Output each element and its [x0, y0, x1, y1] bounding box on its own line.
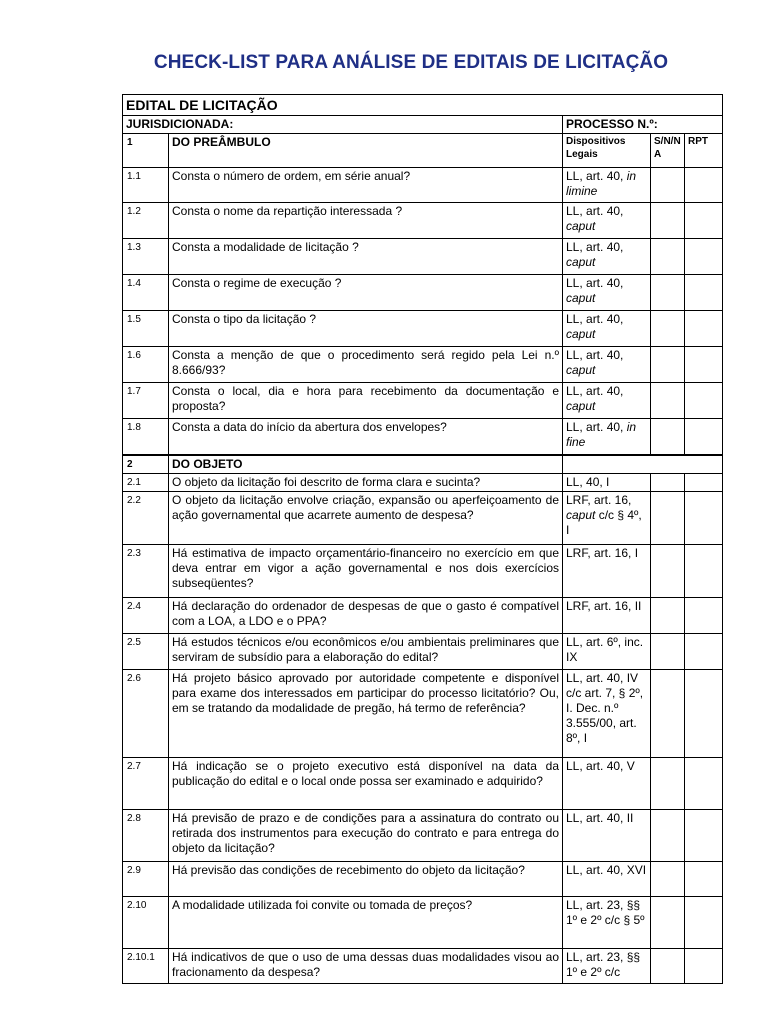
section-row: [123, 455, 723, 474]
table-row: [123, 669, 723, 757]
item-dispositivo: LL, art. 40, caput: [563, 203, 651, 239]
table-row: [123, 757, 723, 809]
item-number: 2.9: [123, 861, 169, 896]
item-number: 1.2: [123, 203, 169, 239]
item-dispositivo: LL, art. 23, §§ 1º e 2º c/c § 5º: [563, 896, 651, 948]
rpt-cell: [685, 809, 723, 861]
item-dispositivo: LL, art. 40, II: [563, 809, 651, 861]
dispositivo-italic: caput: [566, 363, 596, 377]
snna-cell: [651, 633, 685, 669]
item-dispositivo: LL, 40, I: [563, 473, 651, 491]
column-header-snna: S/N/N A: [651, 134, 685, 168]
dispositivo-italic: caput: [566, 507, 596, 522]
item-question: Há estimativa de impacto orçamentário-financeiro no exercício em que deva entrar em vigor a ação governamental e nos dois exercícios subseqüentes?: [169, 544, 563, 597]
rpt-cell: [685, 383, 723, 419]
jurisdicionada-row: [123, 116, 723, 134]
item-question: Consta o local, dia e hora para recebimento da documentação e proposta?: [169, 383, 563, 419]
item-number: 1.7: [123, 383, 169, 419]
item-dispositivo: LL, art. 6º, inc. IX: [563, 633, 651, 669]
item-question: Consta a menção de que o procedimento será regido pela Lei n.º 8.666/93?: [169, 347, 563, 383]
item-question: A modalidade utilizada foi convite ou tomada de preços?: [169, 896, 563, 948]
item-dispositivo: LL, art. 40, in limine: [563, 168, 651, 203]
table-row: [123, 544, 723, 597]
table-row: [123, 633, 723, 669]
item-dispositivo: LL, art. 40, XVI: [563, 861, 651, 896]
table-row: [123, 168, 723, 203]
item-number: 2.8: [123, 809, 169, 861]
column-header-dispositivos: Dispositivos Legais: [563, 134, 651, 168]
item-question: Consta o regime de execução ?: [169, 275, 563, 311]
item-dispositivo: LL, art. 40, IV c/c art. 7, § 2º, I. Dec. n.º 3.555/00, art. 8º, I: [563, 669, 651, 757]
item-number: 1.5: [123, 311, 169, 347]
column-header-rpt: RPT: [685, 134, 723, 168]
item-number: 2.10: [123, 896, 169, 948]
snna-cell: [651, 275, 685, 311]
item-dispositivo: LL, art. 40, caput: [563, 347, 651, 383]
snna-cell: [651, 239, 685, 275]
rpt-cell: [685, 311, 723, 347]
item-question: Há projeto básico aprovado por autoridade competente e disponível para exame dos interessados em participar do processo licitatório? Ou, em se tratando da modalidade de pregão, há termo de referência?: [169, 669, 563, 757]
table-row: [123, 275, 723, 311]
section-row: [123, 134, 723, 168]
page-title: CHECK-LIST PARA ANÁLISE DE EDITAIS DE LICITAÇÃO: [153, 52, 669, 73]
snna-cell: [651, 669, 685, 757]
table-row: [123, 473, 723, 491]
rpt-cell: [685, 473, 723, 491]
item-dispositivo: LRF, art. 16, II: [563, 597, 651, 633]
item-question: Há indicação se o projeto executivo está disponível na data da publicação do edital e o local onde possa ser examinado e adquirido?: [169, 757, 563, 809]
rpt-cell: [685, 757, 723, 809]
snna-cell: [651, 203, 685, 239]
section-title: DO OBJETO: [169, 455, 563, 474]
item-dispositivo: LL, art. 23, §§ 1º e 2º c/c: [563, 948, 651, 983]
dispositivo-italic: in limine: [566, 169, 637, 198]
item-number: 2.10.1: [123, 948, 169, 983]
item-question: Consta o tipo da licitação ?: [169, 311, 563, 347]
section-title: DO PREÂMBULO: [169, 134, 563, 168]
rpt-cell: [685, 168, 723, 203]
table-row: [123, 491, 723, 544]
snna-cell: [651, 948, 685, 983]
snna-cell: [651, 168, 685, 203]
snna-cell: [651, 311, 685, 347]
snna-cell: [651, 896, 685, 948]
item-number: 1.4: [123, 275, 169, 311]
rpt-cell: [685, 347, 723, 383]
edital-header-row: [123, 95, 723, 116]
item-dispositivo: LL, art. 40, in fine: [563, 419, 651, 455]
item-number: 2.7: [123, 757, 169, 809]
dispositivo-italic: in fine: [566, 420, 637, 449]
item-number: 2.5: [123, 633, 169, 669]
rpt-cell: [685, 896, 723, 948]
snna-cell: [651, 383, 685, 419]
snna-cell: [651, 419, 685, 455]
snna-cell: [651, 861, 685, 896]
item-dispositivo: LRF, art. 16, I: [563, 544, 651, 597]
table-row: [123, 809, 723, 861]
item-question: Há estudos técnicos e/ou econômicos e/ou ambientais preliminares que serviram de subsídio para a elaboração do edital?: [169, 633, 563, 669]
item-number: 2.6: [123, 669, 169, 757]
item-number: 1.1: [123, 168, 169, 203]
item-number: 2.3: [123, 544, 169, 597]
snna-cell: [651, 473, 685, 491]
rpt-cell: [685, 669, 723, 757]
rpt-cell: [685, 419, 723, 455]
item-number: 2.2: [123, 491, 169, 544]
rpt-cell: [685, 633, 723, 669]
rpt-cell: [685, 597, 723, 633]
table-row: [123, 347, 723, 383]
rpt-cell: [685, 544, 723, 597]
rpt-cell: [685, 948, 723, 983]
dispositivo-italic: caput: [566, 219, 596, 233]
item-question: O objeto da licitação foi descrito de forma clara e sucinta?: [169, 473, 563, 491]
dispositivo-italic: caput: [566, 399, 596, 413]
processo-label: PROCESSO N.º:: [563, 116, 723, 134]
item-question: Há declaração do ordenador de despesas de que o gasto é compatível com a LOA, a LDO e o PPA?: [169, 597, 563, 633]
rpt-cell: [685, 203, 723, 239]
rpt-cell: [685, 491, 723, 544]
edital-heading: EDITAL DE LICITAÇÃO: [123, 95, 723, 116]
checklist-table: [122, 94, 723, 984]
table-row: [123, 239, 723, 275]
table-row: [123, 311, 723, 347]
table-row: [123, 203, 723, 239]
item-question: Há previsão de prazo e de condições para a assinatura do contrato ou retirada dos instrumentos para execução do contrato e para entrega do objeto da licitação?: [169, 809, 563, 861]
item-dispositivo: LRF, art. 16, caput c/c § 4º, I: [563, 491, 651, 544]
section-number: 2: [123, 455, 169, 474]
item-question: Consta o número de ordem, em série anual?: [169, 168, 563, 203]
snna-cell: [651, 597, 685, 633]
item-question: Consta o nome da repartição interessada ?: [169, 203, 563, 239]
item-question: Há previsão das condições de recebimento do objeto da licitação?: [169, 861, 563, 896]
item-number: 2.4: [123, 597, 169, 633]
rpt-cell: [685, 239, 723, 275]
item-dispositivo: LL, art. 40, caput: [563, 311, 651, 347]
jurisdicionada-label: JURISDICIONADA:: [123, 116, 563, 134]
dispositivo-italic: caput: [566, 327, 596, 341]
dispositivo-italic: caput: [566, 291, 596, 305]
table-row: [123, 597, 723, 633]
item-number: 1.8: [123, 419, 169, 455]
item-dispositivo: LL, art. 40, V: [563, 757, 651, 809]
table-row: [123, 896, 723, 948]
snna-cell: [651, 809, 685, 861]
table-row: [123, 419, 723, 455]
snna-cell: [651, 757, 685, 809]
item-question: O objeto da licitação envolve criação, expansão ou aperfeiçoamento de ação governamental que acarrete aumento de despesa?: [169, 491, 563, 544]
item-question: Consta a data do início da abertura dos envelopes?: [169, 419, 563, 455]
section-number: 1: [123, 134, 169, 168]
snna-cell: [651, 491, 685, 544]
item-question: Consta a modalidade de licitação ?: [169, 239, 563, 275]
section-blank: [563, 455, 723, 474]
rpt-cell: [685, 861, 723, 896]
table-row: [123, 383, 723, 419]
snna-cell: [651, 544, 685, 597]
item-number: 2.1: [123, 473, 169, 491]
rpt-cell: [685, 275, 723, 311]
dispositivo-italic: caput: [566, 255, 596, 269]
item-dispositivo: LL, art. 40, caput: [563, 239, 651, 275]
item-number: 1.3: [123, 239, 169, 275]
item-question: Há indicativos de que o uso de uma dessas duas modalidades visou ao fracionamento da despesa?: [169, 948, 563, 983]
item-number: 1.6: [123, 347, 169, 383]
item-dispositivo: LL, art. 40, caput: [563, 275, 651, 311]
item-dispositivo: LL, art. 40, caput: [563, 383, 651, 419]
table-row: [123, 948, 723, 983]
table-row: [123, 861, 723, 896]
snna-cell: [651, 347, 685, 383]
